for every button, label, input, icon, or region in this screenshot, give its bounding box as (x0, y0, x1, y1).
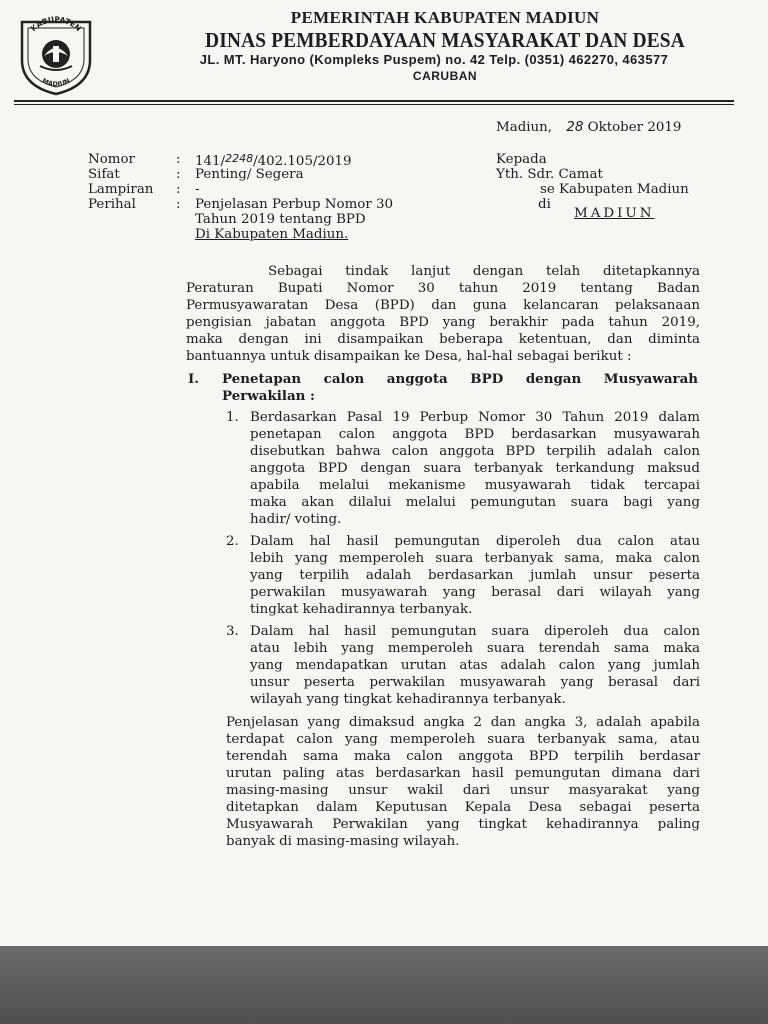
item-number: 3. (226, 624, 239, 639)
item-number: 2. (226, 534, 239, 549)
item-3-line: wilayah yang tingkat kehadirannya terbanyak. (250, 692, 566, 707)
meta-value-sifat: Penting/ Segera (195, 167, 304, 182)
letter-date (496, 120, 681, 135)
item-2-line: Dalam hal hasil pemungutan diperoleh dua calon atau (250, 534, 700, 549)
recipient-yth: Yth. Sdr. Camat (496, 167, 603, 182)
closing-line: Penjelasan yang dimaksud angka 2 dan angka 3, adalah apabila (226, 715, 700, 730)
letterhead-government: PEMERINTAH KABUPATEN MADIUN (290, 8, 600, 27)
intro-line: Permusyawaratan Desa (BPD) dan guna kelancaran pelaksanaan (186, 298, 700, 313)
item-1-line: apabila melalui mekanisme musyawarah tidak tercapai (250, 478, 700, 493)
meta-colon-nomor: : (176, 152, 181, 167)
intro-line: bantuannya untuk disampaikan ke Desa, hal-hal sebagai berikut : (186, 349, 632, 364)
item-2-line: perwakilan musyawarah yang berasal dari wilayah yang (250, 585, 700, 600)
closing-line: masing-masing unsur wakil dari unsur masyarakat yang (226, 783, 700, 798)
meta-colon-perihal: : (176, 197, 181, 212)
item-2-line: yang terpilih adalah berdasarkan jumlah unsur peserta (250, 568, 700, 583)
item-1-line: anggota BPD dengan suara terbanyak terkandung maksud (250, 461, 700, 476)
seal-bottom-text: MADIUN (40, 76, 72, 89)
meta-value-perihal-line: Tahun 2019 tentang BPD (195, 212, 366, 227)
item-2-line: lebih yang memperoleh suara terbanyak sama, maka calon (250, 551, 700, 566)
item-1-line: disebutkan bahwa calon anggota BPD terpilih adalah calon (250, 444, 700, 459)
meta-label-nomor: Nomor (88, 152, 135, 167)
item-1-line: penetapan calon anggota BPD berdasarkan musyawarah (250, 427, 700, 442)
madiun-regency-seal (14, 12, 98, 96)
letterhead-agency: DINAS PEMBERDAYAAN MASYARAKAT DAN DESA (205, 28, 685, 52)
section-title-line: Perwakilan : (222, 388, 315, 404)
item-3-line: atau lebih yang memperoleh suara terendah sama maka (250, 641, 700, 656)
nomor-suffix: /402.105/2019 (253, 154, 352, 169)
section-title-line: Penetapan calon anggota BPD dengan Musyawarah (222, 371, 698, 387)
intro-line: pengisian jabatan anggota BPD yang berakhir pada tahun 2019, (186, 315, 700, 330)
closing-line: ditetapkan dalam Keputusan Kepala Desa sebagai peserta (226, 800, 700, 815)
item-2-line: tingkat kehadirannya terbanyak. (250, 602, 473, 617)
intro-line: Peraturan Bupati Nomor 30 tahun 2019 tentang Badan (186, 281, 700, 296)
closing-line: banyak di masing-masing wilayah. (226, 834, 460, 849)
intro-line: maka dengan ini disampaikan beberapa ketentuan, dan diminta (186, 332, 700, 347)
nomor-prefix: 141/ (195, 154, 226, 169)
item-1-line: Berdasarkan Pasal 19 Perbup Nomor 30 Tahun 2019 dalam (250, 410, 700, 425)
seal-top-text: KABUPATEN (28, 14, 84, 34)
letterhead-city: CARUBAN (412, 69, 478, 83)
letterhead-rule-thin (14, 104, 734, 105)
scanner-background (0, 946, 768, 1024)
item-3-line: unsur peserta perwakilan musyawarah yang berasal dari (250, 675, 700, 690)
letterhead-rule-thick (14, 100, 734, 102)
item-3-line: Dalam hal hasil pemungutan suara diperoleh dua calon (250, 624, 700, 639)
meta-label-lampiran: Lampiran (88, 182, 154, 197)
item-3-line: yang mendapatkan urutan atas adalah calon yang jumlah (250, 658, 700, 673)
recipient-di: di (538, 197, 551, 212)
nomor-handwritten: 2248 (225, 152, 254, 165)
meta-value-perihal-line: Penjelasan Perbup Nomor 30 (195, 197, 394, 212)
letterhead-address: JL. MT. Haryono (Kompleks Puspem) no. 42 Telp. (0351) 462270, 463577 (199, 52, 669, 67)
date-month-year: Oktober 2019 (587, 120, 682, 135)
item-1-line: hadir/ voting. (250, 512, 342, 527)
date-city: Madiun, (496, 120, 553, 135)
meta-colon-sifat: : (176, 167, 181, 182)
recipient-place: MADIUN (574, 206, 655, 221)
meta-value-lampiran: - (195, 182, 200, 197)
closing-line: terendah sama maka calon anggota BPD terpilih berdasar (226, 749, 700, 764)
meta-colon-lampiran: : (176, 182, 181, 197)
closing-line: Musyawarah Perwakilan yang tingkat kehadirannya paling (226, 817, 700, 832)
meta-label-sifat: Sifat (88, 167, 120, 182)
recipient-kepada: Kepada (496, 152, 547, 167)
meta-value-perihal-line: Di Kabupaten Madiun. (195, 227, 349, 242)
item-1-line: maka akan dilalui melalui pemungutan suara bagi yang (250, 495, 700, 510)
closing-line: terdapat calon yang memperoleh suara terbanyak sama, atau (226, 732, 700, 747)
intro-line: Sebagai tindak lanjut dengan telah ditetapkannya (268, 264, 700, 279)
section-number: I. (188, 371, 199, 387)
item-number: 1. (226, 410, 239, 425)
meta-label-perihal: Perihal (88, 197, 136, 212)
date-day: 28 (566, 120, 584, 135)
recipient-se: se Kabupaten Madiun (540, 182, 689, 197)
closing-line: urutan paling atas berdasarkan hasil pemungutan dimana dari (226, 766, 700, 781)
